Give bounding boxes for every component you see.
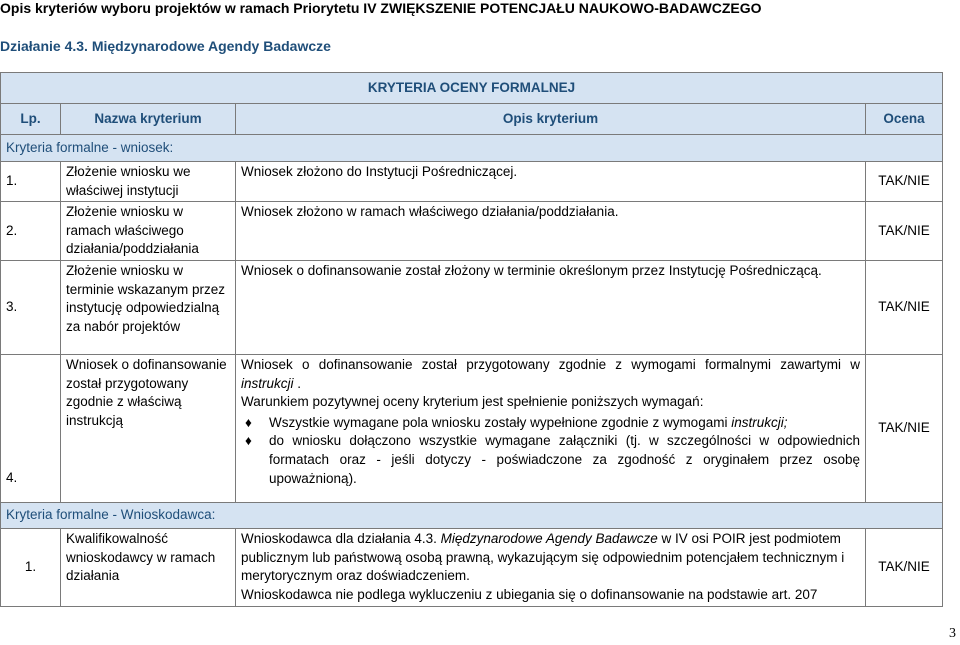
section-row xyxy=(1,502,943,528)
criteria-table xyxy=(0,72,943,607)
criterion-description xyxy=(236,528,866,606)
row-number: 1. xyxy=(1,162,61,202)
description-paragraph: Warunkiem pozytywnej oceny kryterium jest spełnienie poniższych wymagań: xyxy=(241,394,704,410)
document-subtitle: Działanie 4.3. Międzynarodowe Agendy Badawcze xyxy=(0,38,331,54)
description-text: Wnioskodawca dla działania 4.3. xyxy=(241,530,441,546)
section-title-applicant: Kryteria formalne - Wnioskodawca: xyxy=(6,507,216,523)
table-header-row xyxy=(1,104,943,135)
description-text: Wnioskodawca nie podlega wykluczeniu z ubiegania się o dofinansowanie na podstawie art. 207 xyxy=(241,586,818,602)
section-title-application: Kryteria formalne - wniosek: xyxy=(6,139,174,155)
row-number: 2. xyxy=(1,202,61,261)
requirements-list xyxy=(241,414,860,488)
description-text: Wniosek o dofinansowanie został przygotowany zgodnie z wymogami formalnymi zawartymi w xyxy=(241,356,860,372)
criterion-description: Wniosek złożono do Instytucji Pośredniczącej. xyxy=(236,162,866,202)
criterion-description: Wniosek złożono w ramach właściwego działania/poddziałania. xyxy=(236,202,866,261)
criterion-name: Złożenie wniosku w ramach właściwego działania/poddziałania xyxy=(61,202,236,261)
diamond-bullet-icon: ♦ xyxy=(245,414,252,430)
criterion-name: Złożenie wniosku w terminie wskazanym przez instytucję odpowiedzialną za nabór projektów xyxy=(61,260,236,354)
criterion-score: TAK/NIE xyxy=(866,528,943,606)
criterion-name: Wniosek o dofinansowanie został przygotowany zgodnie z właściwą instrukcją xyxy=(61,354,236,502)
table-row xyxy=(1,260,943,354)
column-header-name: Nazwa kryterium xyxy=(61,104,236,135)
criterion-score: TAK/NIE xyxy=(866,162,943,202)
description-text: w IV osi POIR jest podmiotem publicznym lub państwową osobą prawną, wykazującym się odpowiednim potencjałem technicznym i merytorycznym oraz doświadczeniem. xyxy=(241,530,845,584)
list-item-text: Wszystkie wymagane pola wniosku zostały wypełnione zgodnie z wymogami xyxy=(269,414,732,430)
criterion-description: Wniosek o dofinansowanie został złożony w terminie określonym przez Instytucję Pośredniczącą. xyxy=(236,260,866,354)
column-header-score: Ocena xyxy=(866,104,943,135)
description-text: . xyxy=(293,375,302,391)
criterion-score: TAK/NIE xyxy=(866,354,943,502)
row-number: 1. xyxy=(1,528,61,606)
criterion-description xyxy=(236,354,866,502)
table-row xyxy=(1,354,943,502)
row-number: 4. xyxy=(1,354,61,502)
table-row xyxy=(1,528,943,606)
list-item-italic: instrukcji; xyxy=(731,414,788,430)
diamond-bullet-icon: ♦ xyxy=(245,433,252,449)
table-caption-row xyxy=(1,73,943,104)
criterion-name: Złożenie wniosku we właściwej instytucji xyxy=(61,162,236,202)
criterion-score: TAK/NIE xyxy=(866,260,943,354)
row-number: 3. xyxy=(1,260,61,354)
column-header-lp: Lp. xyxy=(1,104,61,135)
page-number: 3 xyxy=(949,626,956,641)
column-header-description: Opis kryterium xyxy=(236,104,866,135)
list-item xyxy=(245,414,860,433)
section-row xyxy=(1,135,943,162)
table-row xyxy=(1,162,943,202)
table-caption: KRYTERIA OCENY FORMALNEJ xyxy=(367,79,576,95)
criterion-score: TAK/NIE xyxy=(866,202,943,261)
description-italic: Międzynarodowe Agendy Badawcze xyxy=(440,530,658,546)
list-item-text: do wniosku dołączono wszystkie wymagane załączniki (tj. w szczególności w odpowiednich formatach oraz - jeśli dotyczy - poświadczone za zgodność z oryginałem przez osobę upoważnioną). xyxy=(269,433,860,486)
list-item xyxy=(245,432,860,488)
description-paragraph xyxy=(241,356,860,393)
description-italic: instrukcji xyxy=(241,375,294,391)
table-row xyxy=(1,202,943,261)
criterion-name: Kwalifikowalność wnioskodawcy w ramach działania xyxy=(61,528,236,606)
document-title: Opis kryteriów wyboru projektów w ramach Priorytetu IV ZWIĘKSZENIE POTENCJAŁU NAUKOWO-BADAWCZEGO xyxy=(0,0,762,16)
